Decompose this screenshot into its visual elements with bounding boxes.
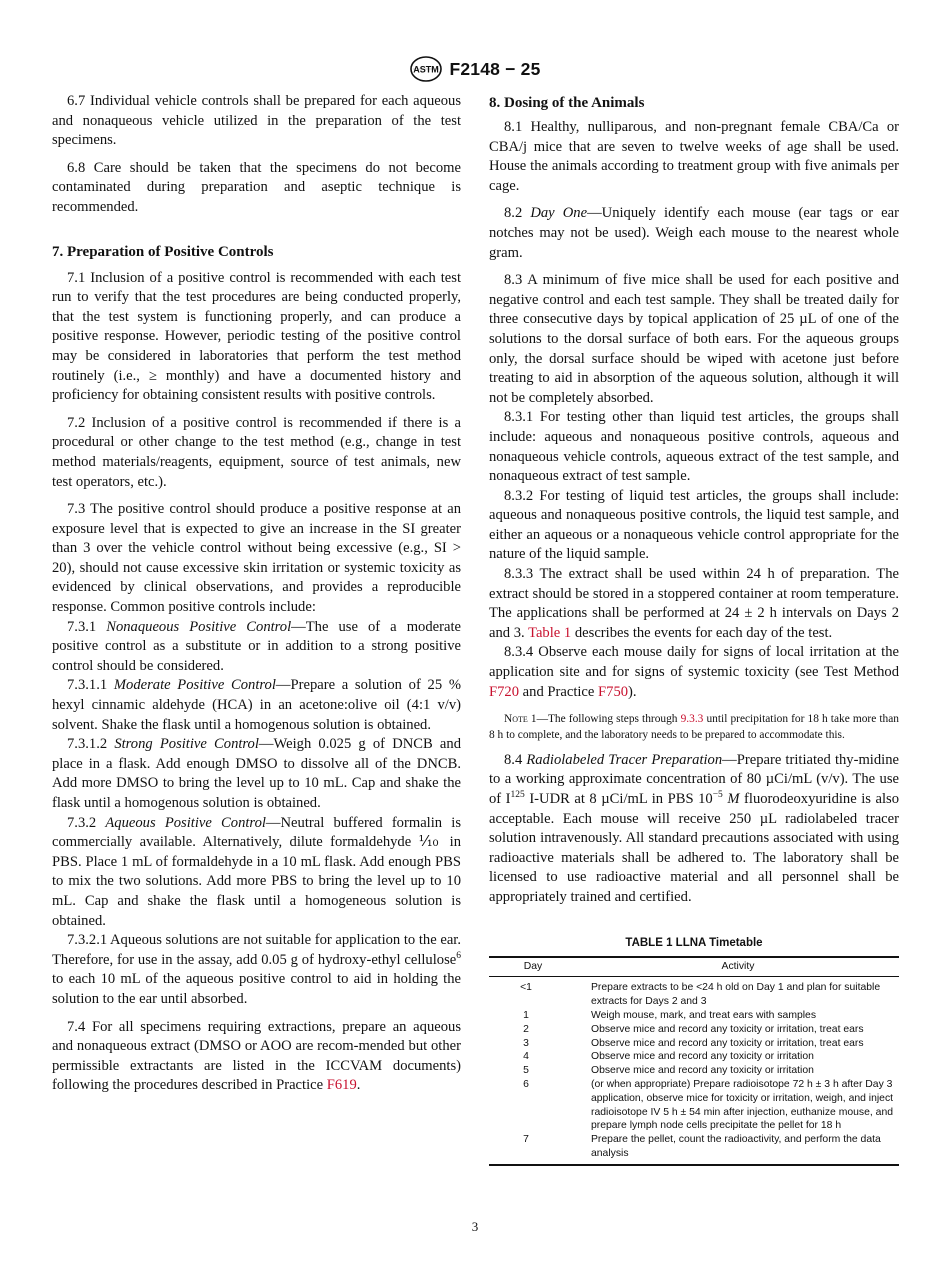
cell-day: 6 bbox=[523, 1078, 529, 1090]
paragraph-8-2 bbox=[489, 204, 899, 263]
table-header-row bbox=[489, 957, 899, 977]
left-column bbox=[52, 92, 461, 1096]
para-text: fluorodeoxyuridine is also acceptable. Each mouse will receive 250 µL radiolabeled tracer solution intravenously. All standard precautions associated with using radioactive materials shall be adhered to. The laboratory shall be licensed to use radioactive material and all personnel shall be appropriately trained and certified. bbox=[489, 791, 899, 905]
para-title: Aqueous Positive Control bbox=[105, 814, 266, 831]
para-number: 8.1 bbox=[504, 119, 523, 135]
table-row bbox=[489, 1064, 899, 1078]
para-title: Strong Positive Control bbox=[114, 736, 259, 753]
document-id: F2148 − 25 bbox=[449, 58, 541, 79]
paragraph-8-3-4 bbox=[489, 643, 899, 702]
para-title: Radiolabeled Tracer Preparation bbox=[526, 751, 723, 768]
para-number: 8.3 bbox=[504, 272, 523, 289]
svg-text:ASTM: ASTM bbox=[413, 64, 440, 75]
paragraph-8-3-3 bbox=[489, 565, 899, 643]
paragraph-7-3-2 bbox=[52, 814, 461, 932]
para-text: For all specimens requiring extractions, prepare an aqueous and nonaqueous extract (DMSO or AOO are recom-mended but other permissible extractants are listed in the ICCVAM documents) following the procedures described in Practice bbox=[52, 1018, 461, 1094]
para-text: —Uniquely identify each mouse (ear tags or ear notches may not be used). Weigh each mouse to the nearest whole gram. bbox=[489, 205, 899, 261]
para-text: and Practice bbox=[519, 683, 599, 700]
para-number: 7.4 bbox=[67, 1018, 86, 1035]
table-row bbox=[489, 1050, 899, 1064]
cell-day: 7 bbox=[523, 1134, 529, 1146]
para-text: to each 10 mL of the aqueous positive control to aid in holding the solution to the ear until absorbed. bbox=[52, 971, 461, 1007]
para-text: Care should be taken that the specimens do not become contaminated during preparation and aseptic technique is recommended. bbox=[52, 159, 461, 215]
para-text: Individual vehicle controls shall be prepared for each aqueous and nonaqueous vehicle utilized in the preparation of the test specimens. bbox=[52, 93, 461, 149]
para-number: 8.3.1 bbox=[504, 409, 534, 426]
paragraph-7-3-1 bbox=[52, 618, 461, 677]
para-title: Day One bbox=[530, 205, 588, 222]
para-number: 8.2 bbox=[504, 205, 523, 222]
para-title: Nonaqueous Positive Control bbox=[106, 618, 292, 635]
para-number: 7.1 bbox=[67, 269, 86, 286]
section-8-heading: 8. Dosing of the Animals bbox=[489, 95, 645, 111]
para-text: —Neutral buffered formalin is commercially available. Alternatively, dilute formaldehyde ⅒ in PBS. Place 1 mL of formaldehyde in a 10 mL flask. Add enough PBS to mix the two solutions. Add more PBS to bring the level up to 10 mL. Cap and shake the flask until a homogeneous solution is obtained. bbox=[52, 814, 462, 929]
paragraph-7-2 bbox=[52, 414, 461, 492]
cell-day: 4 bbox=[523, 1051, 529, 1063]
column-header-day: Day bbox=[523, 960, 543, 972]
para-text: For testing of liquid test articles, the groups shall include: aqueous and nonaqueous positive controls, the liquid test sample, and either an aqueous or a nonaqueous vehicle control appropriate for the nature of the liquid sample. bbox=[489, 487, 899, 563]
paragraph-7-1 bbox=[52, 269, 461, 406]
paragraph-8-3-2 bbox=[489, 487, 899, 565]
note-text: —The following steps through bbox=[536, 713, 681, 726]
table-row bbox=[489, 1009, 899, 1023]
cell-day: <1 bbox=[520, 982, 532, 994]
page-number: 3 bbox=[471, 1219, 479, 1234]
paragraph-8-4 bbox=[489, 751, 899, 908]
para-text: —Weigh 0.025 g of DNCB and place in a flask. Add enough DMSO to dissolve all of the DNCB. Add more DMSO to bring the level up to 10 mL. Cap and shake the flask until a homogenous solution is obtained. bbox=[52, 736, 461, 811]
paragraph-7-3-1-1 bbox=[52, 676, 461, 735]
para-number: 8.3.4 bbox=[504, 644, 534, 661]
para-text: The positive control should produce a positive response at an exposure level that is expected to give an increase in the SI greater than 3 over the vehicle control without being excessive (e.g., SI > 20), should not cause excessive skin irritation or systemic toxicity as evidenced by clinical observations, and provides a reproducible response. Common positive controls include: bbox=[52, 501, 461, 616]
unit-molar: M bbox=[727, 791, 740, 807]
table-row bbox=[489, 1078, 899, 1133]
section-7-heading: 7. Preparation of Positive Controls bbox=[52, 243, 274, 260]
para-number: 7.3.2.1 bbox=[67, 932, 108, 949]
cell-activity: Observe mice and record any toxicity or irritation, treat ears bbox=[591, 1023, 864, 1035]
note-text: until precipitation for 18 h take more than 8 h to complete, and the laboratory needs to be prepared to accommodate this. bbox=[489, 713, 899, 741]
para-number: 7.3.1.2 bbox=[67, 736, 108, 753]
page-header bbox=[0, 55, 950, 83]
link-f619[interactable]: F619 bbox=[326, 1077, 357, 1094]
para-text: —The use of a moderate positive control as a substitute or in addition to a strong positive control should be considered. bbox=[52, 618, 461, 674]
paragraph-6-7 bbox=[52, 92, 461, 151]
table-1 bbox=[489, 936, 899, 1166]
para-number: 8.3.2 bbox=[504, 487, 534, 504]
para-text: Observe each mouse daily for signs of local irritation at the application site and for signs of systemic toxicity (see Test Method bbox=[489, 644, 899, 681]
cell-activity: Prepare the pellet, count the radioactivity, and perform the data analysis bbox=[591, 1134, 881, 1159]
para-text: —Prepare a solution of 25 % hexyl cinnamic aldehyde (HCA) in an acetone:olive oil (4:1 v/v) solvent. Shake the flask until a homogenous solution is obtained. bbox=[52, 677, 461, 733]
para-title: Moderate Positive Control bbox=[113, 677, 276, 694]
para-text: Inclusion of a positive control is recommended if there is a procedural or other change to the test method (e.g., change in test method materials/reagents, equipment, source of test animals, new test operators, etc.). bbox=[52, 414, 461, 490]
table-row bbox=[489, 1133, 899, 1165]
para-number: 7.3 bbox=[67, 501, 86, 518]
cell-day: 1 bbox=[523, 1009, 529, 1021]
cell-day: 2 bbox=[523, 1023, 529, 1035]
table-row bbox=[489, 1037, 899, 1051]
cell-day: 3 bbox=[523, 1037, 529, 1049]
astm-logo-icon bbox=[409, 55, 443, 83]
table-row bbox=[489, 1023, 899, 1037]
para-number: 6.8 bbox=[67, 159, 86, 176]
superscript: 125 bbox=[510, 790, 525, 800]
para-text: For testing other than liquid test articles, the groups shall include: aqueous and nonaqueous positive controls, aqueous and nonaqueous vehicle controls, aqueous extract of the test sample, and nonaqueous extract of test sample. bbox=[489, 409, 900, 485]
para-text: . bbox=[356, 1077, 361, 1094]
paragraph-7-3-1-2 bbox=[52, 735, 461, 813]
footnote-ref[interactable]: 6 bbox=[456, 950, 461, 961]
cell-activity: Observe mice and record any toxicity or irritation bbox=[591, 1051, 814, 1063]
para-number: 7.3.1 bbox=[67, 618, 97, 635]
paragraph-8-1 bbox=[489, 118, 899, 196]
para-number: 6.7 bbox=[67, 93, 86, 109]
link-f750[interactable]: F750 bbox=[598, 683, 629, 700]
paragraph-7-3-2-1 bbox=[52, 931, 461, 1009]
cell-activity: Observe mice and record any toxicity or irritation bbox=[591, 1065, 814, 1077]
para-text: I-UDR at 8 µCi/mL in PBS 10 bbox=[524, 791, 713, 807]
para-number: 8.3.3 bbox=[504, 566, 534, 583]
para-text: Healthy, nulliparous, and non-pregnant female CBA/Ca or CBA/j mice that are seven to twelve weeks of age shall be used. House the animals according to treatment group with five animals per cage. bbox=[489, 119, 899, 194]
paragraph-6-8 bbox=[52, 159, 461, 218]
paragraph-8-3 bbox=[489, 271, 899, 408]
timetable bbox=[489, 956, 899, 1166]
para-text: Aqueous solutions are not suitable for application to the ear. Therefore, for use in the assay, add 0.05 g of hydroxy-ethyl cellulose bbox=[52, 932, 462, 968]
paragraph-8-3-1 bbox=[489, 408, 899, 486]
superscript: −5 bbox=[712, 790, 723, 800]
para-number: 7.3.2 bbox=[67, 814, 97, 831]
cell-activity: Observe mice and record any toxicity or irritation, treat ears bbox=[591, 1037, 864, 1049]
link-9-3-3[interactable]: 9.3.3 bbox=[680, 713, 704, 726]
cell-activity: Weigh mouse, mark, and treat ears with samples bbox=[591, 1009, 817, 1021]
note-1 bbox=[489, 712, 899, 743]
link-f720[interactable]: F720 bbox=[489, 683, 520, 700]
column-header-activity: Activity bbox=[721, 960, 755, 972]
para-text: A minimum of five mice shall be used for each positive and negative control and each test sample. They shall be treated daily for three consecutive days by topical application of 25 µL of one of the solutions to the dorsal surface of both ears. For the aqueous groups only, the dorsal surface should be wiped with acetone just before treating to aid in absorption of the aqueous solution, although it will not be completely absorbed. bbox=[489, 272, 900, 406]
para-number: 8.4 bbox=[504, 751, 523, 768]
para-text: The extract shall be used within 24 h of preparation. The extract should be stored in a stoppered container at room temperature. The applications shall be performed at 24 ± 2 h intervals on Days 2 and 3. bbox=[489, 566, 899, 641]
note-label: Note 1 bbox=[504, 713, 537, 726]
para-text: describes the events for each day of the test. bbox=[571, 624, 833, 641]
cell-activity: Prepare extracts to be <24 h old on Day 1 and plan for suitable extracts for Days 2 and 3 bbox=[591, 982, 881, 1008]
paragraph-7-3 bbox=[52, 500, 461, 618]
paragraph-7-4 bbox=[52, 1018, 461, 1096]
table-title: TABLE 1 LLNA Timetable bbox=[625, 936, 763, 949]
para-number: 7.2 bbox=[67, 414, 86, 431]
right-column bbox=[489, 92, 899, 1166]
cell-day: 5 bbox=[523, 1065, 529, 1077]
link-table-1[interactable]: Table 1 bbox=[528, 624, 572, 641]
para-text: —Prepare tritiated thy-midine to a working approximate concentration of 80 µCi/mL (v/v). The use of I bbox=[489, 751, 899, 807]
cell-activity: (or when appropriate) Prepare radioisotope 72 h ± 3 h after Day 3 application, observe mice for toxicity or irritation, weigh, and inject radioisotope IV 5 h ± 54 min after injection, euthanize mouse, and prepare lymph node cells precipitate the pellet for 18 h bbox=[591, 1078, 894, 1132]
para-text: Inclusion of a positive control is recommended with each test run to verify that the test procedures are being conducted properly, that the test system is functioning properly, and can produce a positive response. However, periodic testing of the positive control may be considered in laboratories that perform the test method routinely (i.e., ≥ monthly) and have a documented history and proficiency for obtaining consistent results with positive controls. bbox=[52, 269, 461, 404]
para-number: 7.3.1.1 bbox=[67, 677, 108, 694]
para-text: ). bbox=[628, 683, 637, 700]
table-row bbox=[489, 977, 899, 1009]
